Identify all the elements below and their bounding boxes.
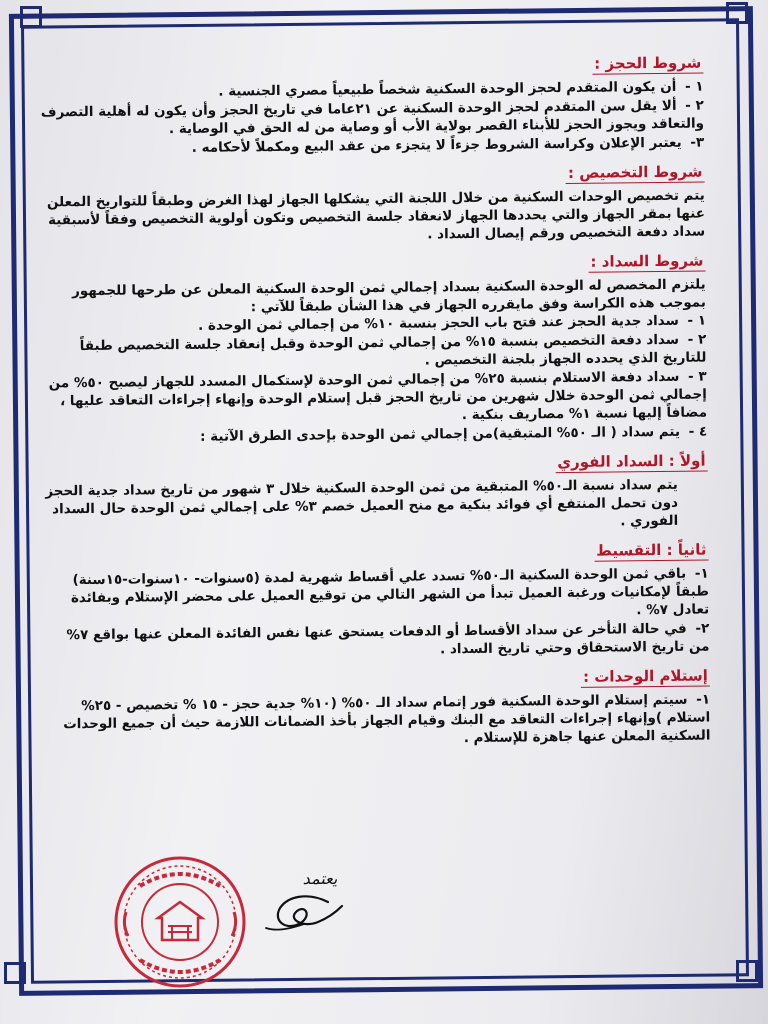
- item-text: سيتم إستلام الوحدة السكنية فور إتمام سداد الـ ٥٠% (١٠% جدية حجز - ١٥ % تخصيص - ٢٥% استلام )وإنهاء إجراءات التعاقد مع البنك وقيام الجهاز بأخذ الضمانات اللازمة حيث أن جميع الوحدات السكنية المعلن عنها جاهزة للإستلام .: [63, 691, 711, 747]
- item-number: ٣ -: [688, 368, 707, 385]
- section-heading: ثانياً : التقسيط: [594, 541, 708, 562]
- border-corner-ornament: [726, 2, 748, 24]
- immediate-payment-section: [39, 451, 708, 537]
- list-item: [38, 331, 706, 374]
- item-number: ٢ -: [685, 97, 704, 114]
- item-text: باقي ثمن الوحدة السكنية الـ٥٠% تسدد علي أقساط شهرية لمدة (٥سنوات- ١٠سنوات-١٥سنة) طبقاً لإمكانيات ورغبة العميل تبدأ من الشهر التالي من توقيع العميل على محضر الإستلام وبفائدة تعادل ٧% .: [70, 565, 710, 619]
- item-number: ١-: [696, 691, 711, 708]
- item-text: ألا يقل سن المتقدم لحجز الوحدة السكنية عن ٢١عاما في تاريخ الحجز وأن يكون له أهلية التصرف والتعاقد ويجوز الحجز للأبناء القصر بولاية الأب أو وصاية من له الحق في الوصاية .: [40, 97, 705, 138]
- list-item: [41, 564, 710, 625]
- section-heading: شروط الحجز :: [592, 54, 703, 75]
- item-number: ٤ -: [688, 423, 708, 440]
- item-text: يتم سداد ( الـ ٥٠% المتبقية)من إجمالي ثمن الوحدة بإحدى الطرق الآتية :: [200, 423, 681, 445]
- item-text: سداد دفعة التخصيص بنسبة ١٥% من إجمالي ثمن الوحدة وقبل إنعقاد جلسة التخصيص طبقاً للتاريخ الذي يحدده الجهاز بلجنة التخصيص .: [79, 331, 707, 369]
- signature-approval-text: يعتمد: [302, 869, 338, 888]
- item-text: سداد دفعة الاستلام بنسبة ٢٥% من إجمالي ثمن الوحدة لإستكمال المسدد للجهاز ليصبح ٥٠% من إجمالي ثمن الوحدة خلال شهرين من تاريخ الحجز قبل إستلام الوحدة وإنهاء إجراءات التعاقد عليها ، مضافاً إليها نسبة ١% مصاريف بنكية .: [48, 368, 708, 424]
- item-number: ١ -: [687, 312, 707, 329]
- installments-section: [40, 540, 709, 663]
- item-number: ٢-: [695, 620, 710, 637]
- item-number: ٢ -: [687, 331, 707, 348]
- list-item: [39, 368, 708, 429]
- item-number: ١ -: [684, 78, 704, 95]
- item-text: أن يكون المتقدم لحجز الوحدة السكنية شخصاً طبيعياً مصري الجنسية .: [218, 78, 677, 100]
- border-corner-ornament: [20, 6, 42, 28]
- section-heading: إستلام الوحدات :: [581, 666, 710, 687]
- border-corner-ornament: [4, 962, 26, 984]
- allocation-terms-section: [36, 162, 705, 248]
- item-number: ٣-: [690, 134, 705, 151]
- payment-terms-section: [37, 251, 707, 448]
- paragraph: يلتزم المخصص له الوحدة السكنية بسداد إجمالي ثمن الوحدة السكنية المعلن عن طرحها للجمهور بموجب هذه الكراسة وفق مايقرره الجهاز في هذا الشأن طبقاً للآتي :: [72, 276, 706, 316]
- official-seal-icon: [110, 852, 250, 992]
- item-text: يعتبر الإعلان وكراسة الشروط جزءاً لا يتجزء من عقد البيع ومكملاً لأحكامه .: [191, 134, 682, 156]
- list-item: [41, 619, 709, 662]
- paragraph: يتم سداد نسبة الـ٥٠% المتبقية من ثمن الوحدة السكنية خلال ٣ شهور من تاريخ سداد جدية الحجز دون تحمل المنتفع أي فوائد بنكية مع منح العميل خصم ٣% على إجمالي ثمن الوحدة حال السداد الفوري .: [45, 476, 679, 530]
- item-text: في حالة التأخر عن سداد الأقساط أو الدفعات يستحق عنها نفس الفائدة المعلن عنها بواقع ٧% من تاريخ الاستحقاق وحتي تاريخ السداد .: [66, 620, 710, 658]
- paragraph: يتم تخصيص الوحدات السكنية من خلال اللجنة التي يشكلها الجهاز لهذا الغرض وطبقاً للتواريخ المعلن عنها بمقر الجهاز والتي يحددها الجهاز لانعقاد جلسة التخصيص وتكون أولوية التخصيص وفقاً لأسبقية سداد دفعة التخصيص ورقم إيصال السداد .: [46, 187, 706, 243]
- item-number: ١-: [694, 565, 709, 582]
- border-corner-ornament: [736, 960, 758, 982]
- unit-delivery-section: [42, 665, 711, 751]
- document-body: [35, 53, 712, 960]
- list-item: [36, 97, 704, 140]
- item-text: سداد جدية الحجز عند فتح باب الحجز بنسبة ١٠% من إجمالي ثمن الوحدة .: [198, 312, 679, 334]
- booking-terms-section: [35, 53, 704, 159]
- section-heading: شروط التخصيص :: [566, 163, 705, 184]
- section-heading: شروط السداد :: [588, 252, 705, 273]
- list-item: [42, 690, 711, 751]
- handwritten-signature: [258, 862, 348, 942]
- section-heading: أولاً : السداد الفوري: [555, 452, 707, 474]
